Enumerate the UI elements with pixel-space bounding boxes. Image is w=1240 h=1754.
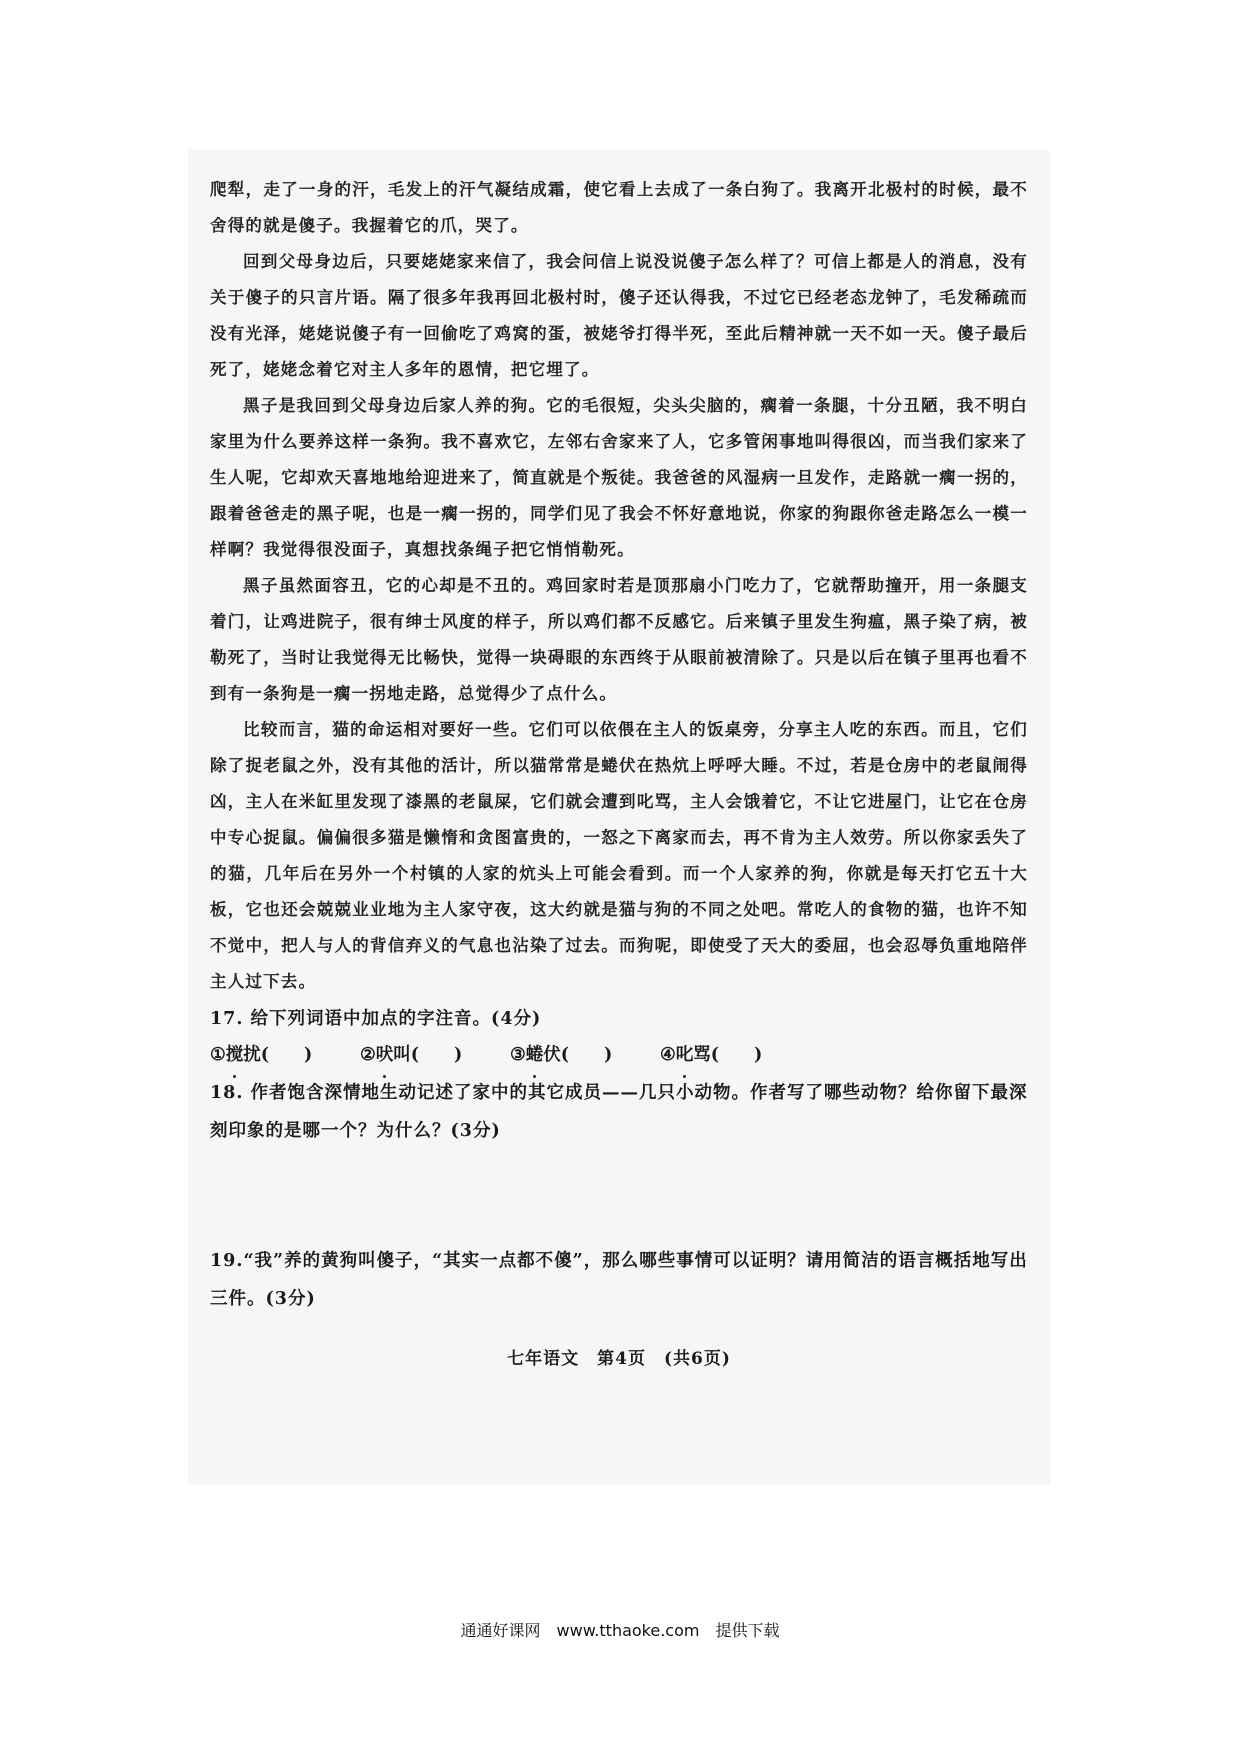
dotted-character: 吠	[376, 1038, 394, 1072]
passage-paragraph-1: 爬犁，走了一身的汗，毛发上的汗气凝结成霜，使它看上去成了一条白狗了。我离开北极村的时候，最不舍得的就是傻子。我握着它的爪，哭了。	[210, 180, 1028, 235]
item-number: ①	[210, 1045, 226, 1065]
passage-paragraph-4: 黑子虽然面容丑，它的心却是不丑的。鸡回家时若是顶那扇小门吃力了，它就帮助撞开，用一条腿支着门，让鸡进院子，很有绅士风度的样子，所以鸡们都不反感它。后来镇子里发生狗瘟，黑子染了病，被勒死了，当时让我觉得无比畅快，觉得一块碍眼的东西终于从眼前被清除了。只是以后在镇子里再也看不到有一条狗是一瘸一拐地走路，总觉得少了点什么。	[210, 576, 1028, 703]
answer-space	[210, 1150, 1028, 1242]
item-number: ④	[660, 1045, 676, 1065]
item-number: ②	[360, 1045, 376, 1065]
item-number: ③	[510, 1045, 526, 1065]
page-content	[210, 172, 1028, 1318]
page-footer: 七年语文 第4页 (共6页)	[507, 1349, 731, 1369]
question-17-item-1	[210, 1038, 360, 1072]
question-17-item-4	[660, 1038, 810, 1072]
dotted-character: 搅	[226, 1038, 244, 1072]
scanned-exam-page	[188, 150, 1050, 1485]
dotted-character: 蜷	[526, 1038, 544, 1072]
passage-paragraph-3: 黑子是我回到父母身边后家人养的狗。它的毛很短，尖头尖脑的，瘸着一条腿，十分丑陋，我不明白家里为什么要养这样一条狗。我不喜欢它，左邻右舍家来了人，它多管闲事地叫得很凶，而当我们家来了生人呢，它却欢天喜地地给迎进来了，简直就是个叛徒。我爸爸的风湿病一旦发作，走路就一瘸一拐的，跟着爸爸走的黑子呢，也是一瘸一拐的，同学们见了我会不怀好意地说，你家的狗跟你爸走路怎么一模一样啊？我觉得很没面子，真想找条绳子把它悄悄勒死。	[210, 396, 1028, 559]
item-rest: 扰( )	[243, 1045, 313, 1065]
question-17-item-3	[510, 1038, 660, 1072]
question-18: 18. 作者饱含深情地生动记述了家中的其它成员——几只小动物。作者写了哪些动物？给你留下最深刻印象的是哪一个？为什么？(3分)	[210, 1083, 1028, 1141]
dotted-character: 叱	[676, 1038, 694, 1072]
passage-paragraph-5: 比较而言，猫的命运相对要好一些。它们可以依偎在主人的饭桌旁，分享主人吃的东西。而且，它们除了捉老鼠之外，没有其他的活计，所以猫常常是蜷伏在热炕上呼呼大睡。不过，若是仓房中的老鼠闹得凶，主人在米缸里发现了漆黑的老鼠屎，它们就会遭到叱骂，主人会饿着它，不让它进屋门，让它在仓房中专心捉鼠。偏偏很多猫是懒惰和贪图富贵的，一怒之下离家而去，再不肯为主人效劳。所以你家丢失了的猫，几年后在另外一个村镇的人家的炕头上可能会看到。而一个人家养的狗，你就是每天打它五十大板，它也还会兢兢业业地为主人家守夜，这大约就是猫与狗的不同之处吧。常吃人的食物的猫，也许不知不觉中，把人与人的背信弃义的气息也沾染了过去。而狗呢，即使受了天大的委屈，也会忍辱负重地陪伴主人过下去。	[210, 720, 1028, 991]
question-17-item-2	[360, 1038, 510, 1072]
item-rest: 骂( )	[693, 1045, 763, 1065]
site-footer: 通通好课网 www.tthaoke.com 提供下载	[460, 1621, 780, 1640]
passage-paragraph-2: 回到父母身边后，只要姥姥家来信了，我会问信上说没说傻子怎么样了？可信上都是人的消息，没有关于傻子的只言片语。隔了很多年我再回北极村时，傻子还认得我，不过它已经老态龙钟了，毛发稀疏而没有光泽，姥姥说傻子有一回偷吃了鸡窝的蛋，被姥爷打得半死，至此后精神就一天不如一天。傻子最后死了，姥姥念着它对主人多年的恩情，把它埋了。	[210, 252, 1028, 379]
question-17-items	[210, 1038, 1028, 1072]
item-rest: 叫( )	[393, 1045, 463, 1065]
question-19: 19.“我”养的黄狗叫傻子，“其实一点都不傻”，那么哪些事情可以证明？请用简洁的语言概括地写出三件。(3分)	[210, 1251, 1028, 1309]
question-17-text: 17. 给下列词语中加点的字注音。(4分)	[210, 1009, 542, 1029]
question-17	[210, 1000, 1028, 1038]
item-rest: 伏( )	[543, 1045, 613, 1065]
